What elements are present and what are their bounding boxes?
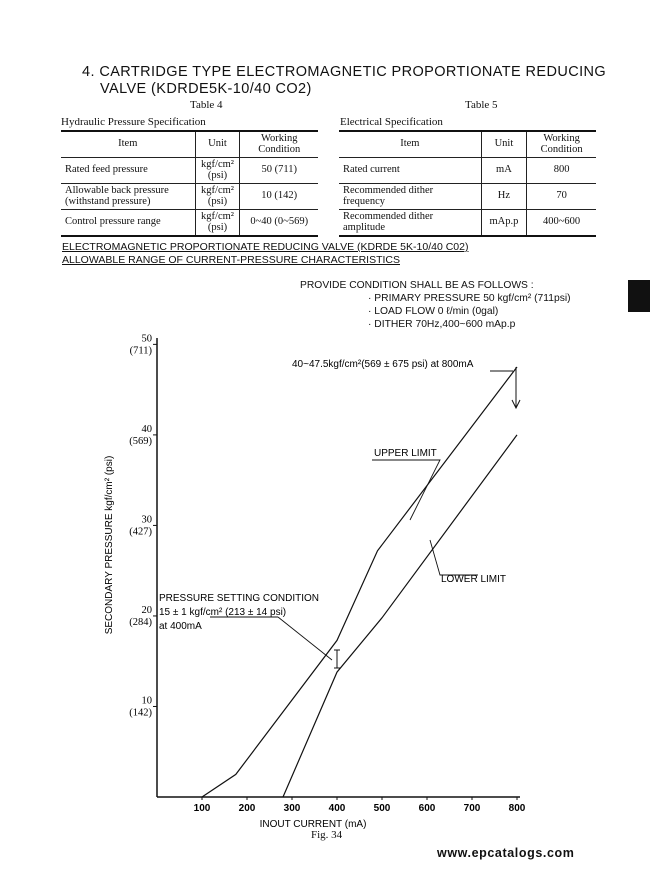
cell-value: 50 (711) (240, 158, 318, 184)
x-tick-label: 600 (418, 803, 436, 814)
range-bracket-800ma (512, 367, 520, 408)
cell-unit: Hz (481, 184, 527, 210)
y-tick-sublabel: (711) (129, 345, 152, 357)
chart-section-title-line1: ELECTROMAGNETIC PROPORTIONATE REDUCING VALVE (KDRDE 5K-10/40 C02) (62, 241, 469, 253)
setting-annotation-title: PRESSURE SETTING CONDITION (159, 593, 320, 604)
y-tick-sublabel: (142) (129, 707, 152, 719)
figure-caption: Fig. 34 (311, 829, 343, 841)
y-tick-sublabel: (427) (129, 526, 152, 538)
column-header-item: Item (61, 131, 195, 158)
table4-caption: Table 4 (190, 99, 223, 111)
table5-caption: Table 5 (465, 99, 498, 111)
cell-item: Control pressure range (61, 210, 195, 237)
y-tick-label: 30 (141, 514, 152, 526)
y-tick-label: 10 (141, 695, 152, 707)
cell-unit: kgf/cm² (psi) (195, 210, 240, 237)
y-tick-group (129, 333, 157, 718)
x-axis-label: INOUT CURRENT (mA) (259, 819, 367, 830)
cell-unit: mA (481, 158, 527, 184)
cell-value: 800 (527, 158, 596, 184)
x-tick-group (194, 797, 526, 814)
cell-value: 0~40 (0~569) (240, 210, 318, 237)
cell-item: Recommended dither frequency (339, 184, 481, 210)
column-header-unit: Unit (481, 131, 527, 158)
column-header-working-condition: Working Condition (527, 131, 596, 158)
max-annotation: 40~47.5kgf/cm²(569 ± 675 psi) at 800mA (292, 359, 474, 370)
lower-limit-line (283, 435, 517, 797)
cell-item: Allowable back pressure (withstand pressure) (61, 184, 195, 210)
column-header-working-condition: Working Condition (240, 131, 318, 158)
cell-unit: mAp.p (481, 210, 527, 237)
table4-name: Hydraulic Pressure Specification (61, 116, 206, 128)
conditions-title: PROVIDE CONDITION SHALL BE AS FOLLOWS : (300, 280, 534, 291)
chart-axes (157, 338, 520, 797)
setting-annotation-value: 15 ± 1 kgf/cm² (213 ± 14 psi) (159, 607, 287, 618)
x-tick-label: 400 (328, 803, 346, 814)
x-tick-label: 800 (508, 803, 526, 814)
setting-leader-line (278, 617, 332, 660)
x-tick-label: 200 (238, 803, 256, 814)
x-tick-label: 700 (463, 803, 481, 814)
y-tick-label: 50 (141, 333, 152, 345)
y-tick-label: 40 (141, 423, 152, 435)
cell-value: 10 (142) (240, 184, 318, 210)
x-tick-label: 300 (283, 803, 301, 814)
cell-item: Recommended dither amplitude (339, 210, 481, 237)
condition-item: · PRIMARY PRESSURE 50 kgf/cm² (711psi) (368, 293, 571, 304)
lower-limit-label: LOWER LIMIT (441, 574, 507, 585)
table5-name: Electrical Specification (340, 116, 443, 128)
cell-item: Rated current (339, 158, 481, 184)
y-axis-label: SECONDARY PRESSURE kgf/cm² (psi) (104, 455, 115, 635)
column-header-unit: Unit (195, 131, 240, 158)
cell-unit: kgf/cm² (psi) (195, 158, 240, 184)
section-heading-line1: 4. CARTRIDGE TYPE ELECTROMAGNETIC PROPORTIONATE REDUCING (82, 64, 607, 80)
upper-limit-label: UPPER LIMIT (374, 448, 437, 459)
lower-limit-leader (430, 540, 478, 575)
y-tick-sublabel: (284) (129, 616, 152, 628)
y-tick-label: 20 (141, 604, 152, 616)
x-tick-label: 500 (373, 803, 391, 814)
cell-value: 70 (527, 184, 596, 210)
cell-unit: kgf/cm² (psi) (195, 184, 240, 210)
footer-watermark: www.epcatalogs.com (437, 846, 575, 860)
x-tick-label: 100 (193, 803, 211, 814)
cell-item: Rated feed pressure (61, 158, 195, 184)
y-tick-sublabel: (569) (129, 435, 152, 447)
section-heading-line2: VALVE (KDRDE5K-10/40 CO2) (100, 81, 312, 97)
condition-item: · LOAD FLOW 0 ℓ/min (0gal) (368, 306, 499, 317)
cell-value: 400~600 (527, 210, 596, 237)
upper-limit-leader (372, 460, 440, 520)
setting-tolerance-marker (334, 650, 340, 668)
chart-section-title-line2: ALLOWABLE RANGE OF CURRENT-PRESSURE CHARACTERISTICS (62, 254, 400, 266)
setting-annotation-condition: at 400mA (159, 621, 202, 632)
condition-item: · DITHER 70Hz,400~600 mAp.p (368, 319, 516, 330)
column-header-item: Item (339, 131, 481, 158)
